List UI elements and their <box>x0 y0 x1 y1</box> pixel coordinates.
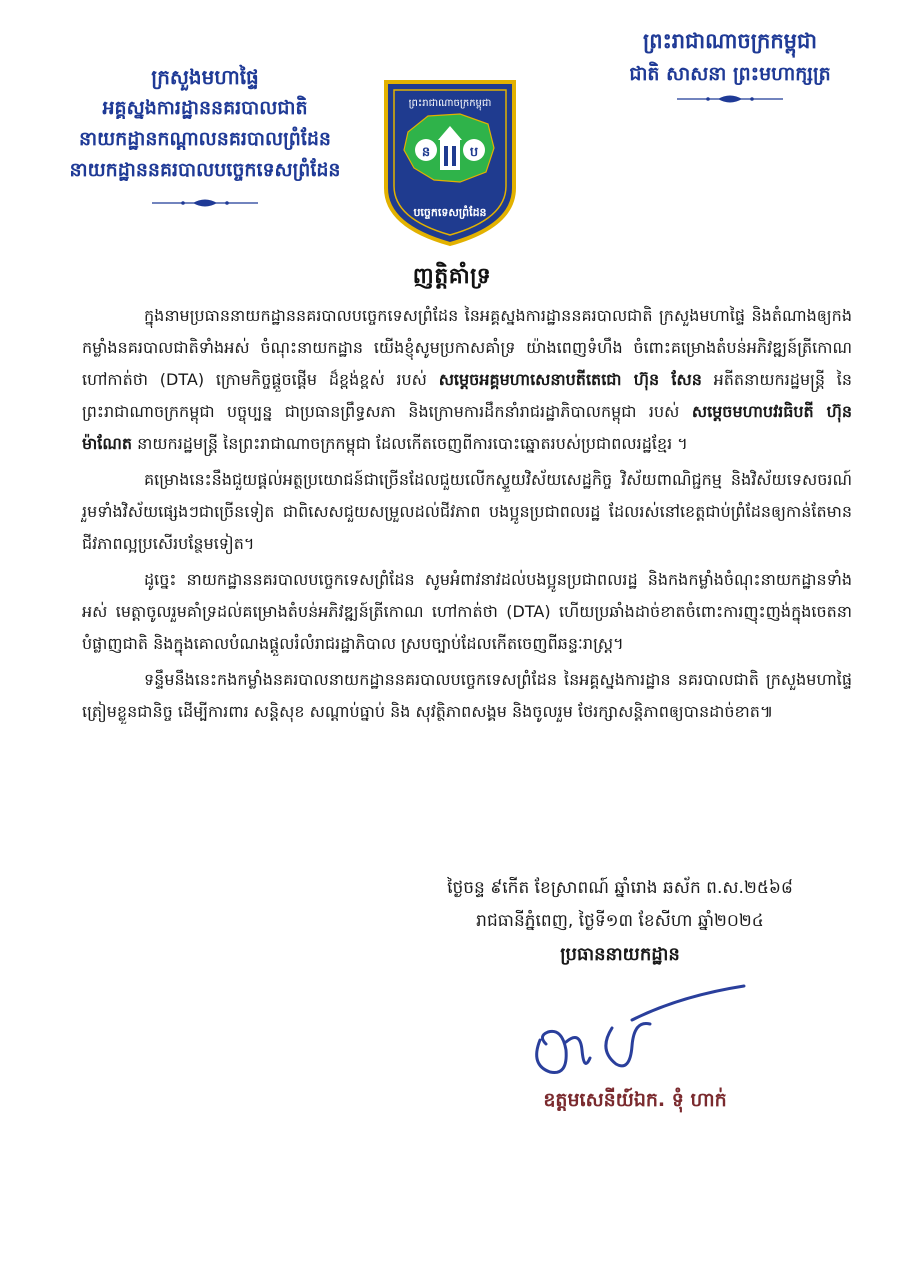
ornament-divider-icon <box>675 94 785 104</box>
paragraph-4-text: ទន្ទឹមនឹងនេះកងកម្លាំងនគរបាលនាយកដ្ឋាននគរបាលបច្ចេកទេសព្រំដែន នៃអគ្គស្នងការដ្ឋាន នគរបាលជាតិ ក្រសួងមហាផ្ទៃ ត្រៀមខ្លួនជានិច្ច ដើម្បីការពារ សន្តិសុខ សណ្តាប់ធ្នាប់ និង សុវត្ថិភាពសង្គម និងចូលរួម ថែរក្សាសន្តិភាពឲ្យបានដាច់ខាត៕ <box>82 670 852 721</box>
paragraph-2 <box>82 464 852 560</box>
institution-header <box>40 62 370 208</box>
paragraph-3-text: ដូច្នេះ នាយកដ្ឋាននគរបាលបច្ចេកទេសព្រំដែន សូមអំពាវនាវដល់បងប្អូនប្រជាពលរដ្ឋ និងកងកម្លាំងចំណុះនាយកដ្ឋានទាំងអស់ មេត្តាចូលរួមគាំទ្រដល់គម្រោងតំបន់អភិវឌ្ឍន៍ត្រីកោណ ហៅកាត់ថា (DTA) ហើយប្រឆាំងដាច់ខាតចំពោះការញុះញង់ក្នុងចេតនាបំផ្លាញជាតិ និងក្នុងគោលបំណងផ្តួលរំលំរាជរដ្ឋាភិបាល ស្របច្បាប់ដែលកើតចេញពីឆន្ទៈរាស្ត្រ។ <box>82 570 852 653</box>
signer-name: ឧត្តមសេនីយ៍ឯក. ទុំ ហាក់ <box>543 1089 727 1111</box>
emblem-letter-right: ប <box>469 145 479 160</box>
department-emblem-logo <box>380 76 520 248</box>
paragraph-4 <box>82 664 852 728</box>
ornament-divider-icon <box>150 198 260 208</box>
paragraph-1-text: ក្នុងនាមប្រធាននាយកដ្ឋាននគរបាលបច្ចេកទេសព្រំដែន នៃអគ្គស្នងការដ្ឋាននគរបាលជាតិ ក្រសួងមហាផ្ទៃ និងតំណាងឲ្យកងកម្លាំងនគរបាលជាតិទាំងអស់ ចំណុះនាយកដ្ឋាន យើងខ្ញុំសូមប្រកាសគាំទ្រ យ៉ាងពេញទំហឹង ចំពោះគម្រោងតំបន់អភិវឌ្ឍន៍ត្រីកោណ ហៅកាត់ថា (DTA) ក្រោមកិច្ចផ្តួចផ្តើម ដ៏ខ្ពង់ខ្ពស់ របស់ <box>82 306 852 389</box>
paragraph-1-text: នាយករដ្ឋមន្ត្រី នៃព្រះរាជាណាចក្រកម្ពុជា ដែលកើតចេញពីការបោះឆ្នោតរបស់ប្រជាពលរដ្ឋខ្មែរ ។ <box>132 434 688 453</box>
document-body <box>82 300 852 732</box>
signatory-title: ប្រធាននាយកដ្ឋាន <box>560 944 680 965</box>
national-motto: ជាតិ សាសនា ព្រះមហាក្សត្រ <box>629 63 831 85</box>
general-commissariat-line: អគ្គស្នងការដ្ឋាននគរបាលជាតិ <box>102 97 308 119</box>
kingdom-name: ព្រះរាជាណាចក្រកម្ពុជា <box>642 29 817 53</box>
paragraph-1-bold-name: សម្តេចមហាបវរធិបតី ហ៊ុន ម៉ាណែត <box>82 402 852 453</box>
paragraph-1-text: អតីតនាយករដ្ឋមន្ត្រី នៃព្រះរាជាណាចក្រកម្ពុជា បច្ចុប្បន្ន ជាប្រធានព្រឹទ្ធសភា និងក្រោមការដឹកនាំរាជរដ្ឋាភិបាលកម្ពុជា របស់ <box>82 370 853 421</box>
lunar-date: ថ្ងៃចន្ទ ៩កើត ខែស្រាពណ៍ ឆ្នាំរោង ឆស័ក ព.ស.២៥៦៨ <box>447 878 793 898</box>
central-department-line: នាយកដ្ឋានកណ្ដាលនគរបាលព្រំដែន <box>79 128 331 150</box>
handwritten-signature <box>520 980 750 1080</box>
emblem-letter-left: ន <box>421 145 431 160</box>
document-title: ញត្តិគាំទ្រ <box>412 264 492 289</box>
signature-block <box>410 872 830 971</box>
place-and-date: រាជធានីភ្នំពេញ, ថ្ងៃទី១៣ ខែសីហា ឆ្នាំ២០២៤ <box>476 911 764 931</box>
technical-department-line: នាយកដ្ឋាននគរបាលបច្ចេកទេសព្រំដែន <box>69 159 341 181</box>
paragraph-1-bold-name: សម្តេចអគ្គមហាសេនាបតីតេជោ ហ៊ុន សែន <box>438 370 702 389</box>
paragraph-2-text: គម្រោងនេះនឹងជួយផ្តល់អត្ថប្រយោជន៍ជាច្រើនដែលជួយលើកស្ទួយវិស័យសេដ្ឋកិច្ច វិស័យពាណិជ្ជកម្ម និងវិស័យទេសចរណ៍ រួមទាំងវិស័យផ្សេងៗជាច្រើនទៀត ជាពិសេសជួយសម្រួលដល់ជីវភាព បងប្អូនប្រជាពលរដ្ឋ ដែលរស់នៅខេត្តជាប់ព្រំដែនឲ្យកាន់តែមានជីវភាពល្អប្រសើរបន្ថែមទៀត។ <box>82 470 852 553</box>
paragraph-3 <box>82 564 852 660</box>
ministry-line: ក្រសួងមហាផ្ទៃ <box>151 65 259 89</box>
emblem-top-text: ព្រះរាជាណាចក្រកម្ពុជា <box>408 98 492 109</box>
kingdom-header <box>590 24 870 104</box>
emblem-bottom-text: បច្ចេកទេសព្រំដែន <box>413 206 487 219</box>
paragraph-1 <box>82 300 852 460</box>
